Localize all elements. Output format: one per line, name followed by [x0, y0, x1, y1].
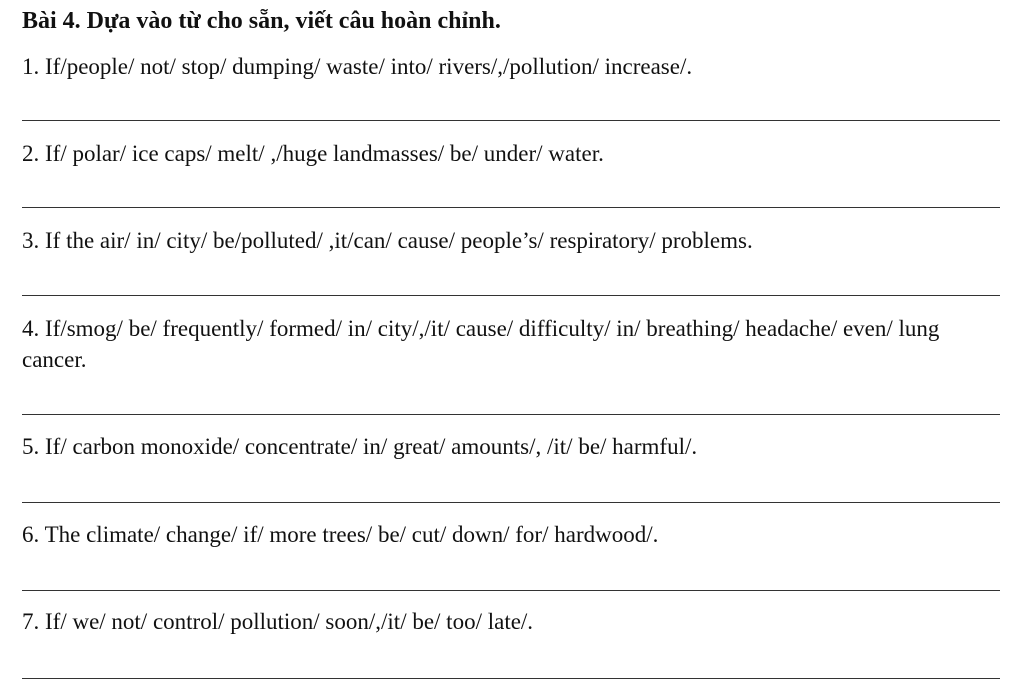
exercise-item-1	[22, 51, 1002, 82]
exercise-title: Bài 4. Dựa vào từ cho sẵn, viết câu hoàn chỉnh.	[22, 8, 501, 34]
item-prompt: 1. If/people/ not/ stop/ dumping/ waste/ into/ rivers/,/pollution/ increase/.	[22, 54, 693, 79]
exercise-item-6	[22, 519, 1002, 550]
answer-line-5[interactable]	[22, 502, 1000, 503]
exercise-item-3	[22, 225, 1002, 256]
item-prompt: 2. If/ polar/ ice caps/ melt/ ,/huge landmasses/ be/ under/ water.	[22, 141, 604, 166]
answer-line-3[interactable]	[22, 295, 1000, 296]
exercise-item-2	[22, 138, 1002, 169]
item-prompt: 5. If/ carbon monoxide/ concentrate/ in/ great/ amounts/, /it/ be/ harmful/.	[22, 434, 698, 459]
answer-line-4[interactable]	[22, 414, 1000, 415]
exercise-item-7	[22, 606, 1002, 637]
exercise-item-5	[22, 431, 1002, 462]
answer-line-6[interactable]	[22, 590, 1000, 591]
answer-line-7[interactable]	[22, 678, 1000, 679]
exercise-item-4	[22, 313, 1002, 375]
item-prompt: 7. If/ we/ not/ control/ pollution/ soon/,/it/ be/ too/ late/.	[22, 609, 534, 634]
item-prompt: 4. If/smog/ be/ frequently/ formed/ in/ city/,/it/ cause/ difficulty/ in/ breathing/ headache/ even/ lung cancer.	[22, 316, 940, 372]
answer-line-1[interactable]	[22, 120, 1000, 121]
item-prompt: 6. The climate/ change/ if/ more trees/ be/ cut/ down/ for/ hardwood/.	[22, 522, 659, 547]
item-prompt: 3. If the air/ in/ city/ be/polluted/ ,it/can/ cause/ people’s/ respiratory/ problems.	[22, 228, 753, 253]
answer-line-2[interactable]	[22, 207, 1000, 208]
worksheet	[22, 0, 1002, 691]
